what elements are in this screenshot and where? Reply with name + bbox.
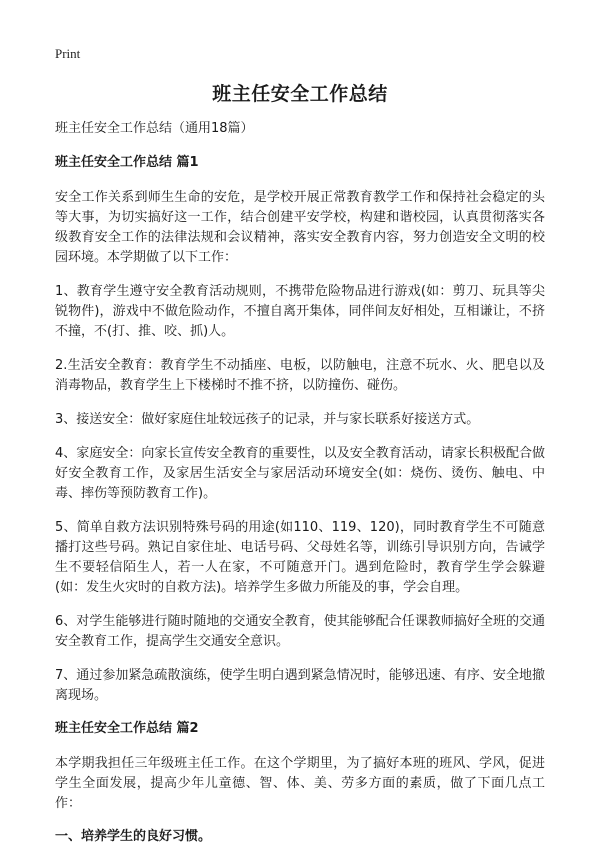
paragraph: 5、简单自救方法识别特殊号码的用途(如110、119、120)，同时教育学生不可随意播打这些号码。熟记自家住址、电话号码、父母姓名等，训练引导识别方向，告诫学生不要轻信陌生人，若一人在家，不可随意开门。遇到危险时，教育学生学会躲避(如：发生火灾时的自救方法)。培养学生多做力所能及的事，学会自理。 bbox=[55, 520, 545, 595]
page-title: 班主任安全工作总结 bbox=[212, 83, 388, 105]
paragraph: 7、通过参加紧急疏散演练，使学生明白遇到紧急情况时，能够迅速、有序、安全地撤离现场。 bbox=[55, 668, 545, 703]
paragraph: 3、接送安全：做好家庭住址较远孩子的记录，并与家长联系好接送方式。 bbox=[55, 412, 480, 427]
paragraph: 本学期我担任三年级班主任工作。在这个学期里，为了搞好本班的班风、学风，促进学生全面发展，提高少年儿童德、智、体、美、劳多方面的素质，做了下面几点工作： bbox=[55, 756, 545, 811]
section-2 bbox=[55, 720, 545, 846]
sub-heading: 一、培养学生的良好习惯。 bbox=[55, 829, 212, 844]
document-subtitle: 班主任安全工作总结（通用18篇） bbox=[55, 121, 254, 136]
print-link[interactable]: Print bbox=[55, 46, 81, 61]
paragraph: 2.生活安全教育：教育学生不动插座、电板，以防触电，注意不玩水、火、肥皂以及消毒物品，教育学生上下楼梯时不推不挤，以防撞伤、碰伤。 bbox=[55, 358, 545, 393]
paragraph: 6、对学生能够进行随时随地的交通安全教育，使其能够配合任课教师搞好全班的交通安全教育工作，提高学生交通安全意识。 bbox=[55, 614, 545, 649]
section-1 bbox=[55, 154, 545, 706]
paragraph: 安全工作关系到师生生命的安危，是学校开展正常教育教学工作和保持社会稳定的头等大事，为切实搞好这一工作，结合创建平安学校，构建和谐校园，认真贯彻落实各级教育安全工作的法律法规和会议精神，落实安全教育内容，努力创造安全文明的校园环境。本学期做了以下工作： bbox=[55, 190, 545, 265]
document-body bbox=[55, 120, 545, 846]
section-heading: 班主任安全工作总结 篇1 bbox=[55, 155, 199, 170]
paragraph: 1、教育学生遵守安全教育活动规则，不携带危险物品进行游戏(如：剪刀、玩具等尖锐物件)，游戏中不做危险动作，不擅自离开集体，同伴间友好相处，互相谦让，不挤不撞，不(打、推、咬、抓)人。 bbox=[55, 284, 545, 339]
section-heading: 班主任安全工作总结 篇2 bbox=[55, 721, 199, 736]
paragraph: 4、家庭安全：向家长宣传安全教育的重要性，以及安全教育活动，请家长积极配合做好安全教育工作，及家居生活安全与家居活动环境安全(如：烧伤、烫伤、触电、中毒、摔伤等预防教育工作)。 bbox=[55, 446, 545, 501]
